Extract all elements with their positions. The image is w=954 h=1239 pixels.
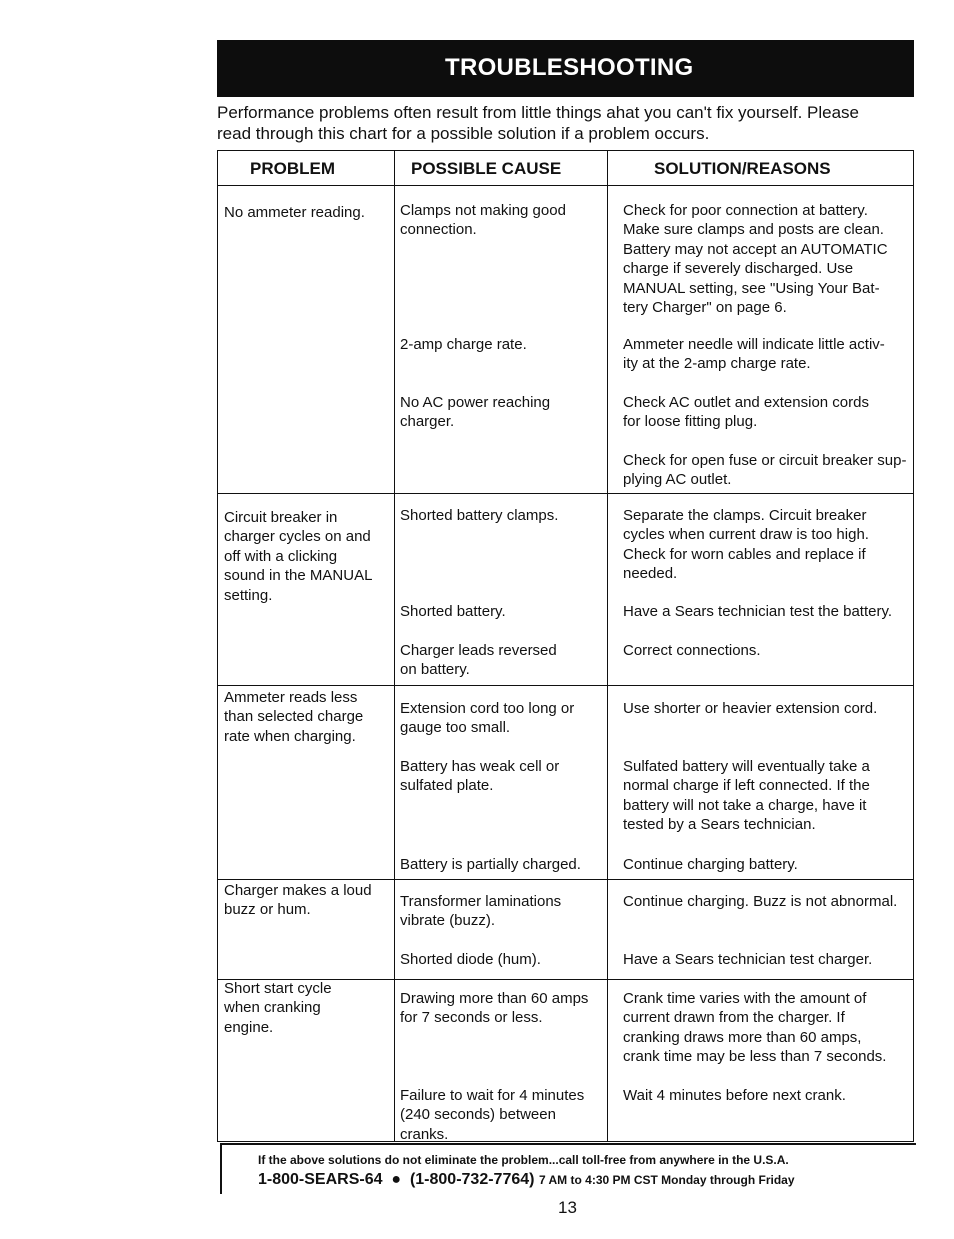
text-line: connection. (400, 221, 477, 239)
help-footer (220, 1143, 916, 1194)
text-line: Crank time varies with the amount of (623, 990, 867, 1007)
cause-cell (400, 393, 605, 432)
text-line: Make sure clamps and posts are clean. (623, 221, 884, 239)
troubleshooting-table (217, 150, 914, 1142)
page-number: 13 (558, 1198, 577, 1217)
text-line: Charger leads reversed (400, 642, 557, 659)
solution-cell (623, 757, 908, 835)
text-line: Battery is partially charged. (400, 856, 581, 873)
text-line: on battery. (400, 661, 470, 679)
text-line: 2-amp charge rate. (400, 336, 527, 353)
text-line: Correct connections. (623, 642, 761, 659)
text-line: cycles when current draw is too high. (623, 526, 869, 544)
solution-cell (623, 950, 908, 969)
solution-column-header: SOLUTION/REASONS (654, 159, 831, 178)
text-line: Wait 4 minutes before next crank. (623, 1087, 846, 1104)
text-line: Short start cycle (224, 980, 332, 997)
text-line: Check for poor connection at battery. (623, 202, 868, 219)
cause-column-header: POSSIBLE CAUSE (411, 159, 562, 178)
cause-cell (400, 892, 605, 931)
solution-cell (623, 892, 908, 911)
text-line: buzz or hum. (224, 901, 311, 919)
text-line: Drawing more than 60 amps (400, 990, 589, 1007)
phone-number: 1-800-SEARS-64 (258, 1171, 383, 1188)
column-divider-problem (394, 151, 395, 1141)
text-line: Continue charging battery. (623, 856, 798, 873)
column-divider-cause (607, 151, 608, 1141)
text-line: Use shorter or heavier extension cord. (623, 700, 878, 717)
text-line: Ammeter reads less (224, 689, 358, 706)
solution-cell (623, 699, 908, 718)
text-line: Have a Sears technician test the battery. (623, 603, 893, 620)
text-line: Clamps not making good (400, 202, 566, 219)
text-line: sulfated plate. (400, 777, 494, 795)
row-divider (218, 685, 913, 686)
text-line: rate when charging. (224, 727, 356, 745)
text-line: Shorted diode (hum). (400, 951, 541, 968)
text-line: Battery may not accept an AUTOMATIC (623, 240, 888, 258)
text-line: Ammeter needle will indicate little activ- (623, 336, 885, 353)
text-line: Shorted battery. (400, 603, 506, 620)
text-line: Sulfated battery will eventually take a (623, 758, 870, 775)
text-line: tery Charger" on page 6. (623, 299, 787, 317)
text-line: (240 seconds) between (400, 1106, 556, 1124)
text-line: Shorted battery clamps. (400, 507, 559, 524)
text-line: when cranking (224, 999, 321, 1017)
solution-cell (623, 506, 908, 584)
text-line: Have a Sears technician test charger. (623, 951, 873, 968)
text-line: gauge too small. (400, 719, 511, 737)
cause-cell (400, 335, 605, 354)
text-line: sound in the MANUAL (224, 567, 373, 585)
text-line: Battery has weak cell or (400, 758, 560, 775)
text-line: plying AC outlet. (623, 471, 732, 489)
text-line: MANUAL setting, see "Using Your Bat- (623, 279, 880, 297)
solution-cell (623, 335, 908, 374)
problem-cell (224, 508, 389, 605)
text-line: Continue charging. Buzz is not abnormal. (623, 893, 898, 910)
text-line: cranking draws more than 60 amps, (623, 1028, 862, 1046)
intro-line: read through this chart for a possible solution if a problem occurs. (217, 124, 710, 143)
header-divider (218, 185, 913, 186)
cause-cell (400, 855, 605, 874)
text-line: off with a clicking (224, 547, 338, 565)
text-line: Separate the clamps. Circuit breaker (623, 507, 867, 524)
text-line: No AC power reaching (400, 394, 551, 411)
text-line: normal charge if left connected. If the (623, 777, 870, 795)
cause-cell (400, 201, 605, 240)
cause-cell (400, 757, 605, 796)
text-line: cranks. (400, 1125, 449, 1143)
text-line: Extension cord too long or (400, 700, 575, 717)
service-hours: 7 AM to 4:30 PM CST Monday through Friday (538, 1173, 795, 1187)
title-banner (217, 40, 914, 97)
solution-cell (623, 451, 908, 490)
problem-cell (224, 881, 389, 920)
text-line: tested by a Sears technician. (623, 816, 816, 834)
text-line: battery will not take a charge, have it (623, 796, 867, 814)
problem-column-header: PROBLEM (250, 159, 335, 178)
text-line: needed. (623, 565, 678, 583)
problem-cell (224, 979, 389, 1037)
text-line: crank time may be less than 7 seconds. (623, 1048, 887, 1066)
page-title: TROUBLESHOOTING (445, 54, 694, 81)
text-line: charger. (400, 413, 455, 431)
cause-cell (400, 641, 605, 680)
text-line: Transformer laminations (400, 893, 562, 910)
text-line: Failure to wait for 4 minutes (400, 1087, 585, 1104)
text-line: than selected charge (224, 708, 364, 726)
solution-cell (623, 641, 908, 660)
cause-cell (400, 950, 605, 969)
row-divider (218, 879, 913, 880)
cause-cell (400, 1086, 605, 1144)
text-line: charge if severely discharged. Use (623, 260, 854, 278)
cause-cell (400, 989, 605, 1028)
cause-cell (400, 506, 605, 525)
text-line: setting. (224, 586, 273, 604)
text-line: current drawn from the charger. If (623, 1009, 845, 1027)
text-line: Check AC outlet and extension cords (623, 394, 869, 411)
solution-cell (623, 393, 908, 432)
solution-cell (623, 201, 908, 317)
text-line: Charger makes a loud (224, 882, 372, 899)
text-line: vibrate (buzz). (400, 912, 496, 930)
text-line: charger cycles on and (224, 528, 371, 546)
text-line: for 7 seconds or less. (400, 1009, 543, 1027)
text-line: ity at the 2-amp charge rate. (623, 355, 811, 373)
text-line: Check for worn cables and replace if (623, 545, 866, 563)
solution-cell (623, 855, 908, 874)
text-line: engine. (224, 1018, 274, 1036)
intro-text (217, 102, 917, 144)
text-line: Check for open fuse or circuit breaker sup- (623, 452, 907, 469)
solution-cell (623, 989, 908, 1067)
text-line: No ammeter reading. (224, 204, 365, 221)
cause-cell (400, 602, 605, 621)
cause-cell (400, 699, 605, 738)
text-line: Circuit breaker in (224, 509, 338, 526)
problem-cell (224, 203, 389, 222)
solution-cell (623, 1086, 908, 1105)
row-divider (218, 493, 913, 494)
solution-cell (623, 602, 908, 621)
intro-line: Performance problems often result from little things ahat you can't fix yourself. Please (217, 103, 859, 122)
bullet-icon: ● (391, 1171, 402, 1188)
footer-phone (258, 1171, 795, 1189)
problem-cell (224, 688, 389, 746)
text-line: for loose fitting plug. (623, 413, 758, 431)
footer-note: If the above solutions do not eliminate the problem...call toll-free from anywhere in the U.S.A. (258, 1153, 789, 1167)
phone-number-numeric: (1-800-732-7764) (409, 1171, 535, 1188)
